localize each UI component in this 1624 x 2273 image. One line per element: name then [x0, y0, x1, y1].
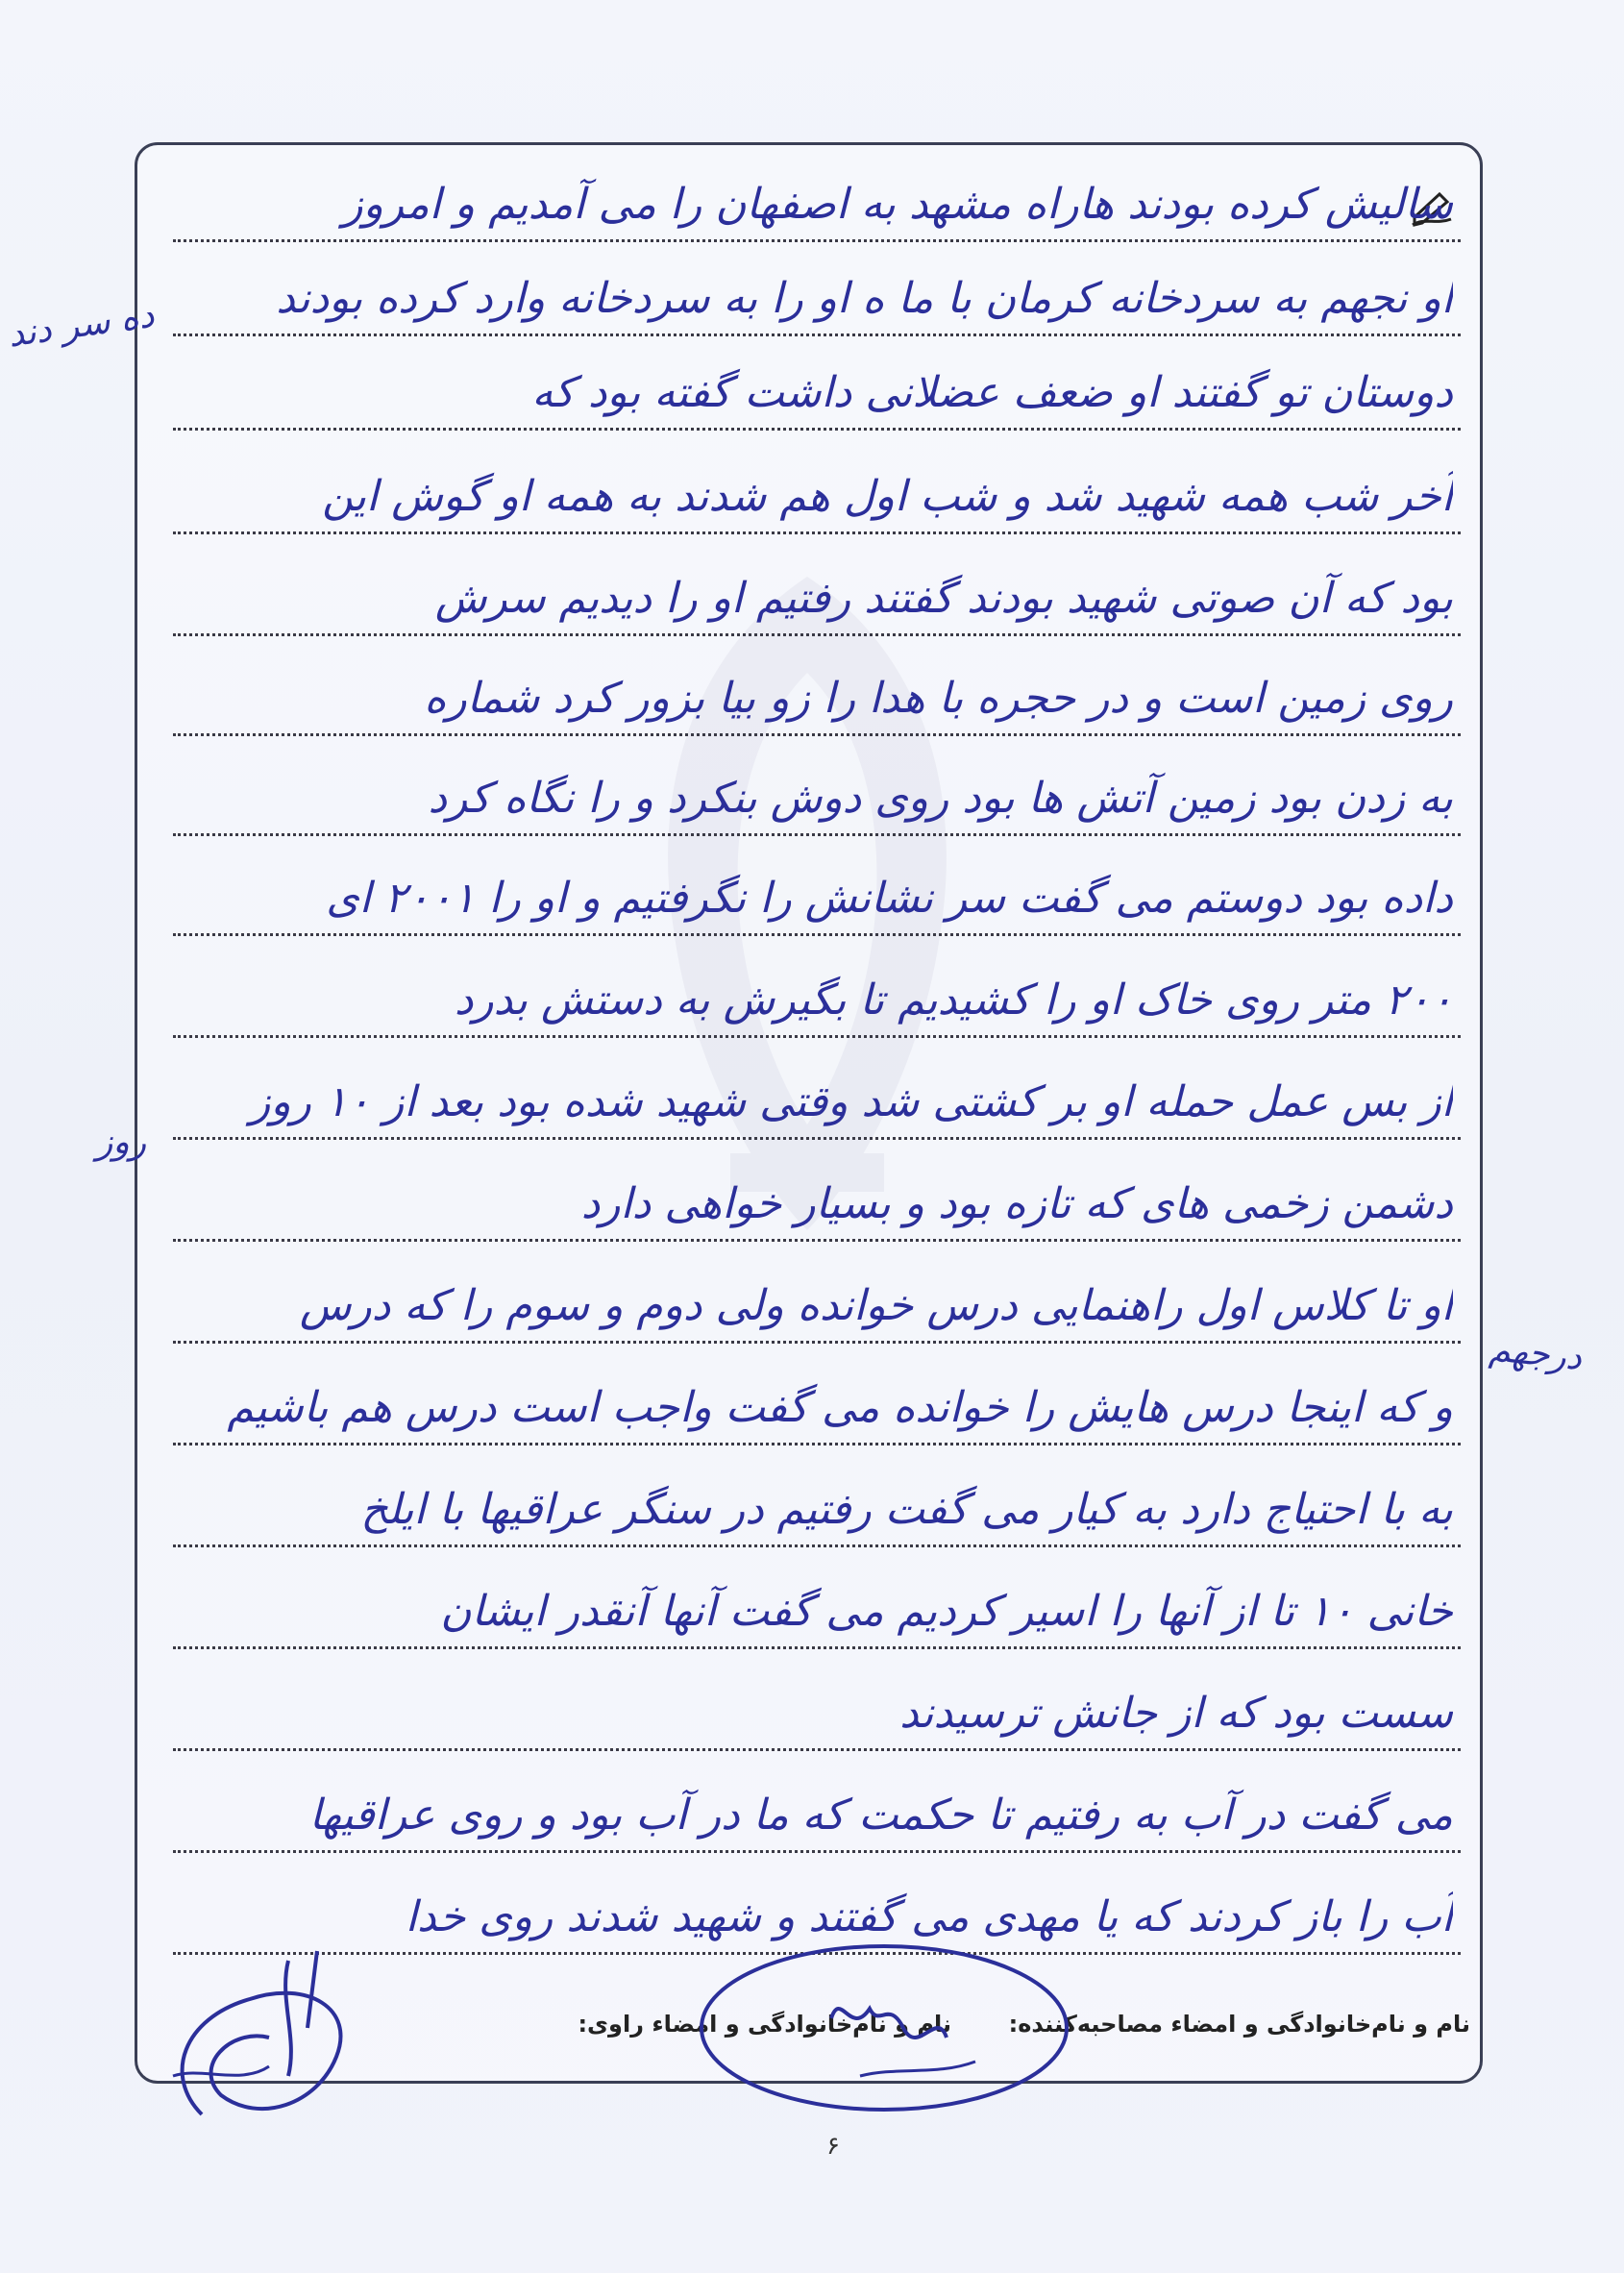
line-text: آخر شب همه شهید شد و شب اول هم شدند به همه او گوش این	[322, 472, 1453, 521]
line-text: خانی ۱۰ تا از آنها را اسیر کردیم می گفت آنها آنقدر ایشان	[440, 1587, 1453, 1636]
interviewer-signature-label: نام و نام‌خانوادگی و امضاء مصاحبه‌کننده:	[1008, 2011, 1470, 2038]
line-text: می گفت در آب به رفتیم تا حکمت که ما در آب بود و روی عراقیها	[308, 1791, 1453, 1840]
line-row	[173, 1464, 1461, 1547]
line-text: داده بود دوستم می گفت سر نشانش را نگرفتیم و او را ۲۰۰۱ ای	[326, 874, 1453, 923]
line-text: او نجهم به سردخانه کرمان با ما ه او را به سردخانه وارد کرده بودند	[276, 274, 1453, 323]
line-row	[173, 451, 1461, 534]
line-row	[173, 159, 1461, 242]
margin-note: درجهم	[1488, 1329, 1585, 1378]
narrator-signature	[144, 1922, 394, 2143]
line-row	[173, 553, 1461, 636]
line-text: به زدن بود زمین آتش ها بود روی دوش بنکرد و را نگاه کرد	[428, 774, 1453, 823]
line-row	[173, 253, 1461, 336]
line-row	[173, 1362, 1461, 1445]
line-text: به با احتیاج دارد به کیار می گفت رفتیم در سنگر عراقیها با ایلخ	[360, 1485, 1453, 1534]
page-number: ۶	[826, 2132, 840, 2161]
line-row	[173, 347, 1461, 431]
line-row	[173, 954, 1461, 1038]
line-row	[173, 1158, 1461, 1242]
line-text: از بس عمل حمله او بر کشتی شد وقتی شهید شده بود بعد از ۱۰ روز	[250, 1077, 1453, 1126]
line-row	[173, 1668, 1461, 1751]
line-row	[173, 753, 1461, 836]
line-row	[173, 1056, 1461, 1140]
line-row	[173, 1260, 1461, 1344]
interviewer-signature	[687, 1932, 1100, 2124]
line-row	[173, 1769, 1461, 1853]
margin-note: ده سر دند	[5, 295, 157, 356]
line-text: دشمن زخمی های که تازه بود و بسیار خواهی دارد	[580, 1179, 1453, 1228]
line-text: آب را باز کردند که یا مهدی می گفتند و شهید شدند روی خدا	[405, 1892, 1453, 1941]
line-text: دوستان تو گفتند او ضعف عضلانی داشت گفته بود که	[531, 368, 1453, 417]
line-text: سست بود که از جانش ترسیدند	[899, 1689, 1453, 1738]
line-row	[173, 1566, 1461, 1649]
line-row	[173, 653, 1461, 736]
narrator-signature-label: نام و نام‌خانوادگی و امضاء راوی:	[578, 2011, 951, 2038]
line-text: و که اینجا درس هایش را خوانده می گفت واجب است درس هم باشیم	[227, 1383, 1453, 1432]
line-text: سالیش کرده بودند هاراه مشهد به اصفهان را می آمدیم و امروز	[342, 180, 1453, 229]
line-text: او تا کلاس اول راهنمایی درس خوانده ولی دوم و سوم را که درس	[299, 1281, 1453, 1330]
margin-note: روز	[96, 1123, 147, 1162]
line-text: ۲۰۰ متر روی خاک او را کشیدیم تا بگیرش به دستش بدرد	[454, 976, 1453, 1025]
line-text: بود که آن صوتی شهید بودند گفتند رفتیم او را دیدیم سرش	[434, 574, 1453, 623]
line-row	[173, 852, 1461, 936]
line-text: روی زمین است و در حجره با هدا را زو بیا بزور کرد شماره	[424, 674, 1453, 723]
